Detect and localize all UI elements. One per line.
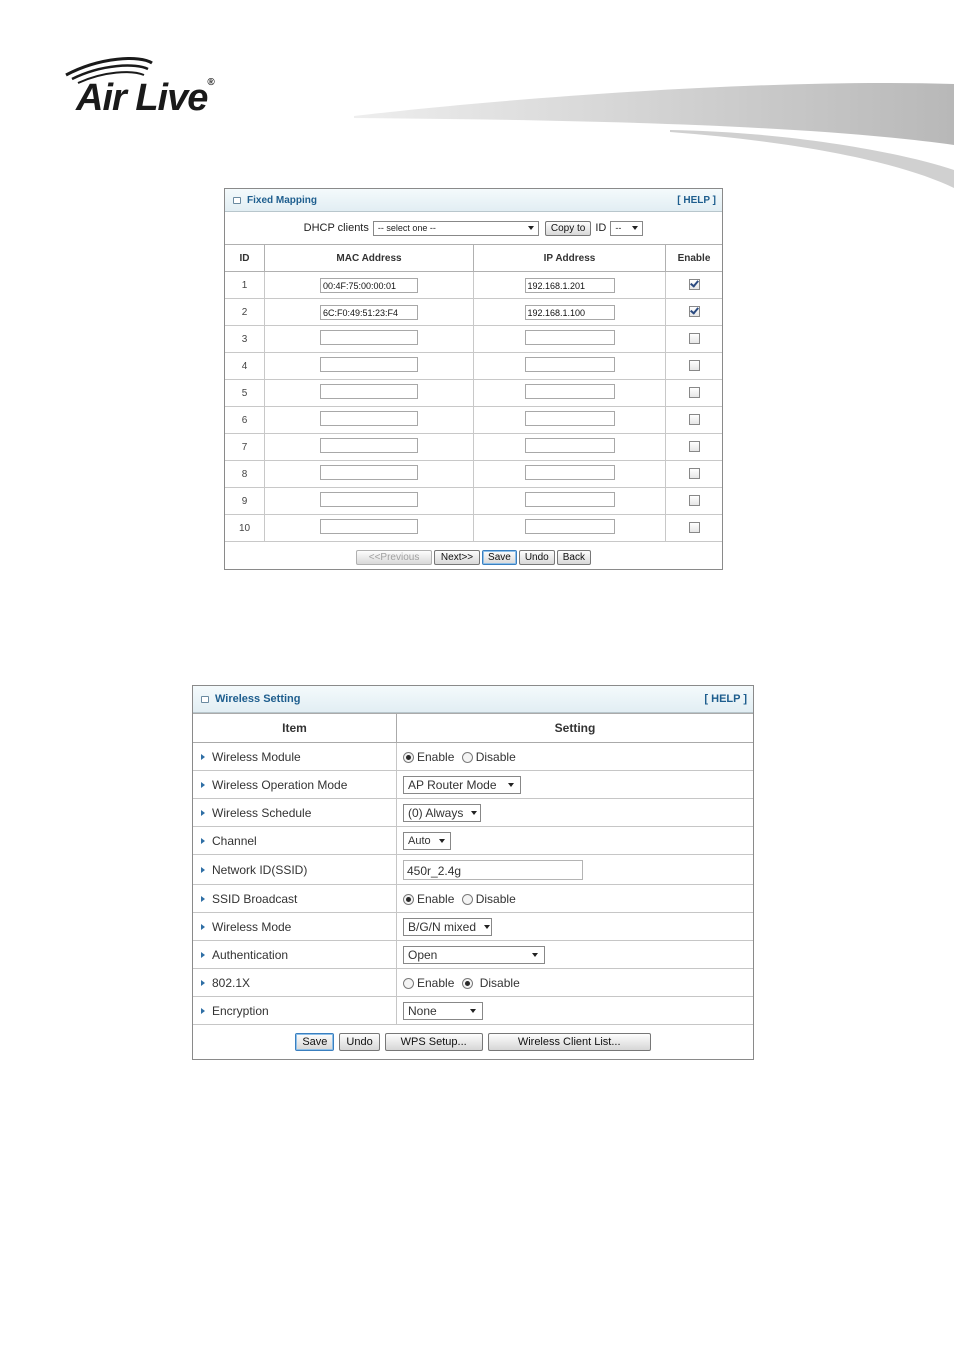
row-id-cell: 3 [225, 326, 265, 353]
wireless-module-enable-radio[interactable] [403, 752, 414, 763]
8021x-enable-radio[interactable] [403, 978, 414, 989]
row-id-cell: 2 [225, 299, 265, 326]
operation-mode-label: Wireless Operation Mode [212, 777, 348, 792]
mac-address-input[interactable] [320, 465, 418, 480]
chevron-down-icon [508, 783, 514, 787]
col-setting-header: Setting [397, 714, 754, 743]
enable-checkbox[interactable] [689, 387, 700, 398]
ssid-label: Network ID(SSID) [212, 862, 308, 877]
ip-address-input[interactable] [525, 411, 615, 426]
mac-address-input[interactable] [320, 357, 418, 372]
arrow-right-icon [201, 1008, 205, 1014]
enable-checkbox[interactable] [689, 495, 700, 506]
ip-address-input[interactable] [525, 492, 615, 507]
chevron-down-icon [471, 811, 477, 815]
row-ssid-broadcast: SSID Broadcast Enable Disable [193, 885, 753, 913]
row-id-cell: 6 [225, 407, 265, 434]
arrow-right-icon [201, 782, 205, 788]
enable-checkbox[interactable] [689, 360, 700, 371]
ssid-broadcast-label: SSID Broadcast [212, 891, 298, 906]
enable-checkbox[interactable] [689, 414, 700, 425]
enable-checkbox[interactable] [689, 468, 700, 479]
table-row [225, 461, 722, 488]
row-encryption [193, 997, 753, 1025]
arrow-right-icon [201, 754, 205, 760]
next-button[interactable]: Next>> [434, 550, 480, 565]
enable-checkbox[interactable] [689, 522, 700, 533]
table-row [225, 272, 722, 299]
wireless-client-list-button[interactable]: Wireless Client List... [488, 1033, 651, 1051]
mac-address-input[interactable] [320, 519, 418, 534]
wireless-module-label: Wireless Module [212, 749, 301, 764]
arrow-right-icon [201, 896, 205, 902]
ip-address-input[interactable]: 192.168.1.100 [525, 305, 615, 320]
row-id-cell: 5 [225, 380, 265, 407]
ip-address-input[interactable] [525, 357, 615, 372]
wireless-setting-help-link[interactable]: [ HELP ] [704, 693, 747, 705]
enable-checkbox[interactable] [689, 441, 700, 452]
table-row [225, 299, 722, 326]
chevron-down-icon [532, 953, 538, 957]
wireless-setting-panel [192, 685, 754, 1060]
arrow-right-icon [201, 838, 205, 844]
back-button[interactable]: Back [557, 550, 591, 565]
wireless-setting-table [193, 713, 753, 1025]
wireless-module-disable-radio[interactable] [462, 752, 473, 763]
mac-address-input[interactable]: 00:4F:75:00:00:01 [320, 278, 418, 293]
col-item-header: Item [193, 714, 397, 743]
channel-select[interactable]: Auto [403, 832, 451, 850]
ssid-broadcast-enable-radio[interactable] [403, 894, 414, 905]
fixed-mapping-footer [225, 542, 722, 572]
fixed-mapping-panel [224, 188, 723, 570]
id-select[interactable]: -- [610, 221, 643, 236]
ip-address-input[interactable] [525, 519, 615, 534]
table-header-row [225, 245, 722, 272]
row-channel [193, 827, 753, 855]
table-row [225, 353, 722, 380]
arrow-right-icon [201, 924, 205, 930]
arrow-right-icon [201, 867, 205, 873]
row-id-cell: 10 [225, 515, 265, 542]
mac-address-input[interactable] [320, 384, 418, 399]
row-wireless-mode [193, 913, 753, 941]
dhcp-clients-row [225, 212, 722, 244]
row-id-cell: 9 [225, 488, 265, 515]
wireless-mode-label: Wireless Mode [212, 919, 292, 934]
row-id-cell: 1 [225, 272, 265, 299]
save-button[interactable]: Save [482, 550, 517, 565]
wireless-setting-footer [193, 1025, 753, 1059]
mac-address-input[interactable] [320, 411, 418, 426]
copy-to-button[interactable]: Copy to [545, 221, 591, 236]
arrow-right-icon [201, 810, 205, 816]
chevron-down-icon [470, 1009, 476, 1013]
logo-wordmark: Air Live® [76, 77, 214, 119]
enable-checkbox[interactable] [689, 279, 700, 290]
enable-checkbox[interactable] [689, 306, 700, 317]
row-wireless-schedule [193, 799, 753, 827]
mac-address-input[interactable]: 6C:F0:49:51:23:F4 [320, 305, 418, 320]
arrow-right-icon [201, 952, 205, 958]
panel-bullet-icon [233, 197, 241, 204]
ssid-input[interactable]: 450r_2.4g [403, 860, 583, 880]
ssid-broadcast-disable-radio[interactable] [462, 894, 473, 905]
mac-address-input[interactable] [320, 330, 418, 345]
previous-button[interactable]: <<Previous [356, 550, 432, 565]
wps-setup-button[interactable]: WPS Setup... [385, 1033, 483, 1051]
wireless-schedule-label: Wireless Schedule [212, 805, 312, 820]
header-swoosh-graphic [340, 70, 954, 200]
ip-address-input[interactable] [525, 465, 615, 480]
encryption-label: Encryption [212, 1003, 269, 1018]
row-ssid [193, 855, 753, 885]
chevron-down-icon [528, 226, 534, 230]
fixed-mapping-table [225, 244, 722, 542]
fixed-mapping-header [225, 189, 722, 212]
ip-address-input[interactable]: 192.168.1.201 [525, 278, 615, 293]
chevron-down-icon [632, 226, 638, 230]
ip-address-input[interactable] [525, 384, 615, 399]
panel-bullet-icon [201, 696, 209, 703]
row-8021x: 802.1X Enable Disable [193, 969, 753, 997]
table-row [225, 380, 722, 407]
wireless-setting-header [193, 686, 753, 713]
dhcp-clients-select[interactable]: -- select one -- [373, 221, 539, 236]
col-ip-header: IP Address [474, 245, 666, 272]
enable-checkbox[interactable] [689, 333, 700, 344]
row-id-cell: 7 [225, 434, 265, 461]
table-row [225, 488, 722, 515]
undo-button[interactable]: Undo [519, 550, 555, 565]
authentication-select[interactable]: Open [403, 946, 545, 964]
authentication-label: Authentication [212, 947, 289, 962]
row-id-cell: 8 [225, 461, 265, 488]
table-row [225, 515, 722, 542]
ip-address-input[interactable] [525, 330, 615, 345]
fixed-mapping-title: Fixed Mapping [247, 194, 317, 206]
table-row [225, 326, 722, 353]
col-id-header: ID [225, 245, 265, 272]
row-wireless-module: Wireless Module Enable Disable [193, 743, 753, 771]
fixed-mapping-help-link[interactable]: [ HELP ] [677, 194, 716, 206]
mac-address-input[interactable] [320, 492, 418, 507]
ip-address-input[interactable] [525, 438, 615, 453]
row-id-cell: 4 [225, 353, 265, 380]
encryption-select[interactable]: None [403, 1002, 483, 1020]
row-operation-mode [193, 771, 753, 799]
arrow-right-icon [201, 980, 205, 986]
table-row [225, 434, 722, 461]
chevron-down-icon [484, 925, 490, 929]
table-header-row [193, 714, 753, 743]
chevron-down-icon [439, 839, 445, 843]
wireless-undo-button[interactable]: Undo [339, 1033, 379, 1051]
id-label: ID [595, 222, 607, 234]
wireless-mode-select[interactable]: B/G/N mixed [403, 918, 492, 936]
wireless-setting-title: Wireless Setting [215, 693, 301, 705]
airlive-logo [60, 55, 300, 125]
8021x-label: 802.1X [212, 975, 251, 990]
wireless-save-button[interactable]: Save [295, 1033, 334, 1051]
col-enable-header: Enable [666, 245, 723, 272]
operation-mode-select[interactable]: AP Router Mode [403, 776, 521, 794]
mac-address-input[interactable] [320, 438, 418, 453]
wireless-schedule-select[interactable]: (0) Always [403, 804, 481, 822]
dhcp-clients-label: DHCP clients [303, 222, 369, 234]
table-row [225, 407, 722, 434]
8021x-disable-radio[interactable] [462, 978, 473, 989]
row-authentication [193, 941, 753, 969]
col-mac-header: MAC Address [265, 245, 474, 272]
channel-label: Channel [212, 833, 257, 848]
